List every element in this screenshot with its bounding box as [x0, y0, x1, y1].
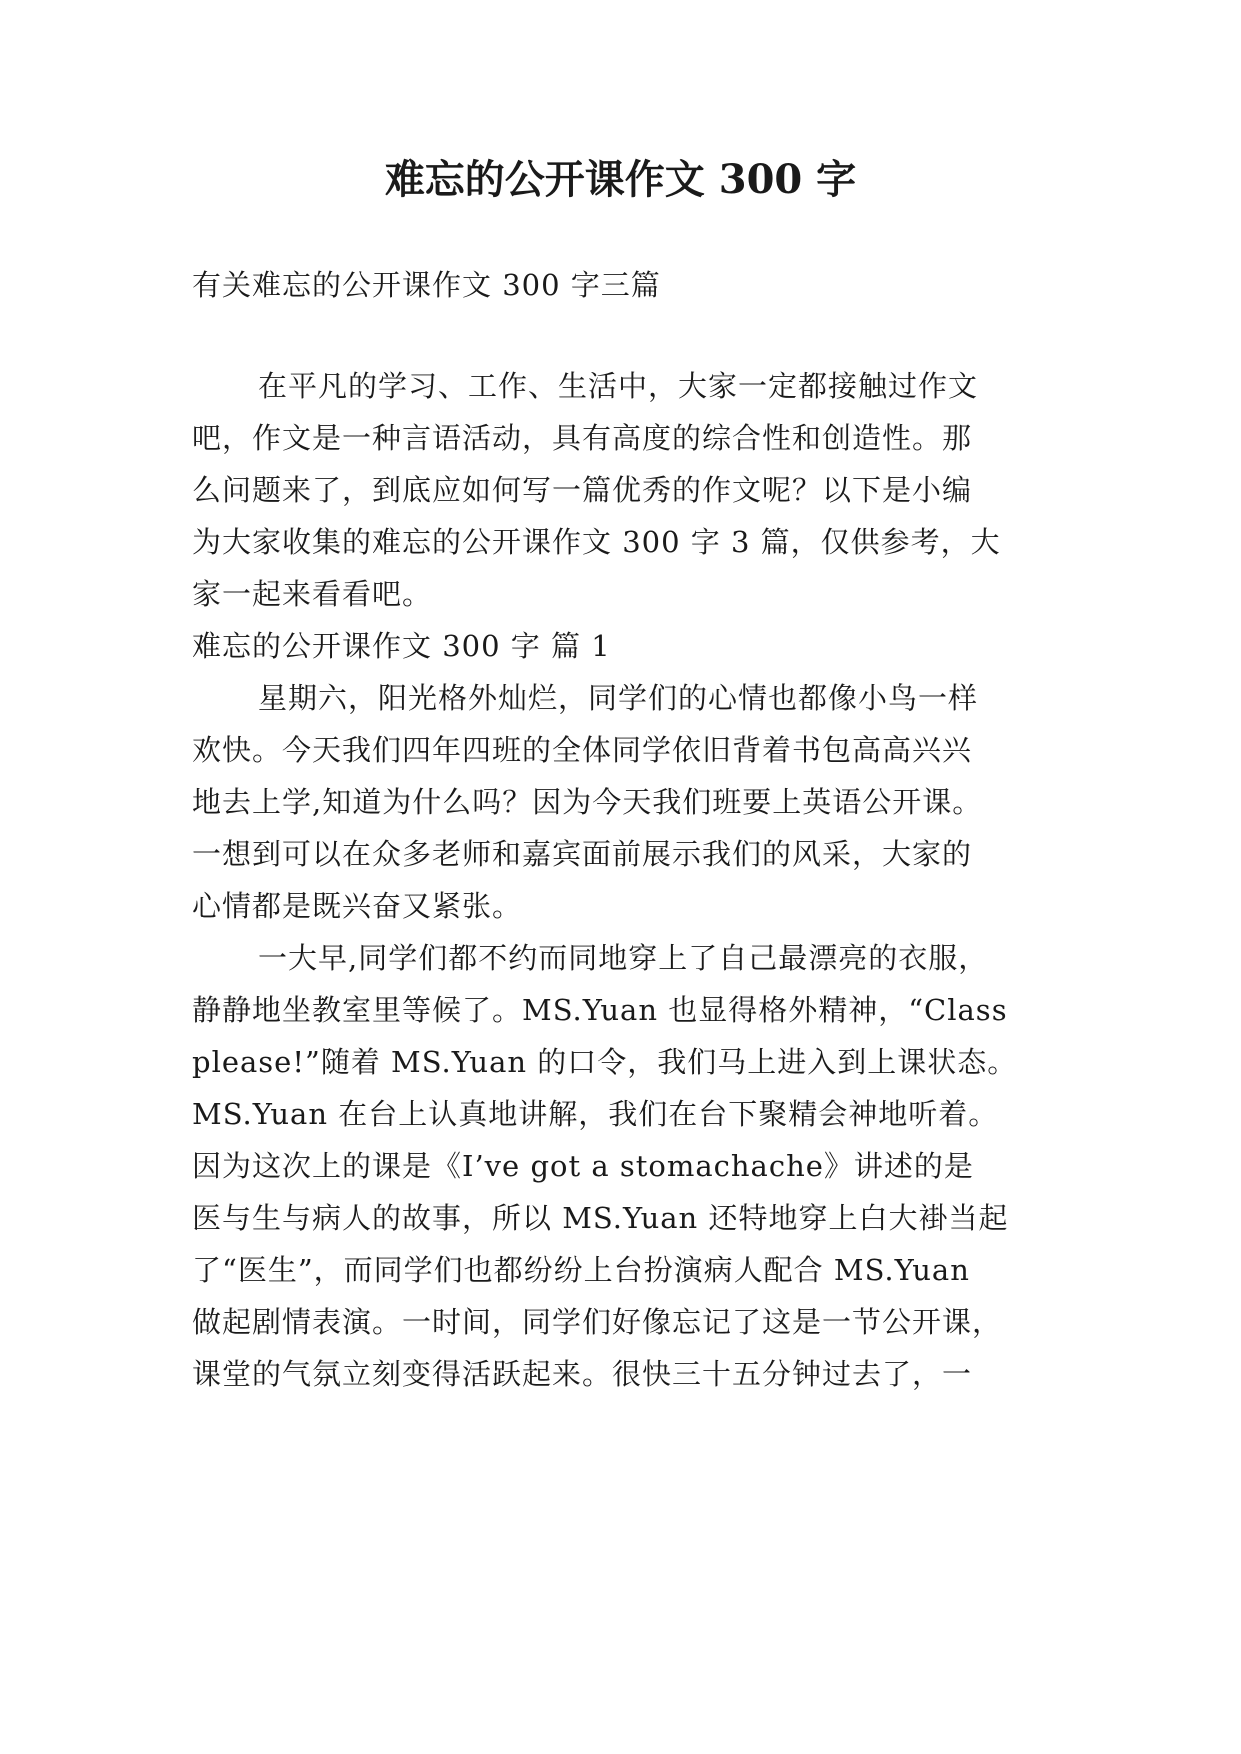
- paragraph-line: 了“医生”，而同学们也都纷纷上台扮演病人配合 MS.Yuan: [192, 1253, 970, 1287]
- paragraph-line: 一想到可以在众多老师和嘉宾面前展示我们的风采，大家的: [192, 837, 973, 871]
- paragraph-line: MS.Yuan 在台上认真地讲解，我们在台下聚精会神地听着。: [192, 1097, 999, 1131]
- section-heading: 难忘的公开课作文 300 字 篇 1: [192, 629, 611, 663]
- paragraph-line: 心情都是既兴奋又紧张。: [192, 889, 523, 923]
- paragraph-line: 吧，作文是一种言语活动，具有高度的综合性和创造性。那: [192, 421, 973, 455]
- paragraph-line: 做起剧情表演。一时间，同学们好像忘记了这是一节公开课，: [192, 1305, 1003, 1339]
- paragraph-line: 星期六，阳光格外灿烂，同学们的心情也都像小鸟一样: [258, 681, 979, 715]
- paragraph-line: 为大家收集的难忘的公开课作文 300 字 3 篇，仅供参考，大: [192, 525, 1001, 559]
- paragraph-line: 家一起来看看吧。: [192, 577, 433, 611]
- paragraph-line: 因为这次上的课是《I’ve got a stomachache》讲述的是: [192, 1149, 974, 1183]
- paragraph-line: please!”随着 MS.Yuan 的口令，我们马上进入到上课状态。: [192, 1045, 1018, 1079]
- document-subtitle: 有关难忘的公开课作文 300 字三篇: [192, 268, 661, 302]
- paragraph-line: 课堂的气氛立刻变得活跃起来。很快三十五分钟过去了，一: [192, 1357, 973, 1391]
- paragraph-line: 欢快。今天我们四年四班的全体同学依旧背着书包高高兴兴: [192, 733, 973, 767]
- paragraph-line: 在平凡的学习、工作、生活中，大家一定都接触过作文: [258, 369, 979, 403]
- paragraph-line: 一大早,同学们都不约而同地穿上了自己最漂亮的衣服，: [258, 941, 989, 975]
- document-title: 难忘的公开课作文 300 字: [384, 156, 857, 203]
- paragraph-line: 医与生与病人的故事，所以 MS.Yuan 还特地穿上白大褂当起: [192, 1201, 1009, 1235]
- paragraph-line: 么问题来了，到底应如何写一篇优秀的作文呢？以下是小编: [192, 473, 973, 507]
- paragraph-line: 地去上学,知道为什么吗？因为今天我们班要上英语公开课。: [192, 785, 983, 819]
- paragraph-line: 静静地坐教室里等候了。MS.Yuan 也显得格外精神，“Class: [192, 993, 1008, 1027]
